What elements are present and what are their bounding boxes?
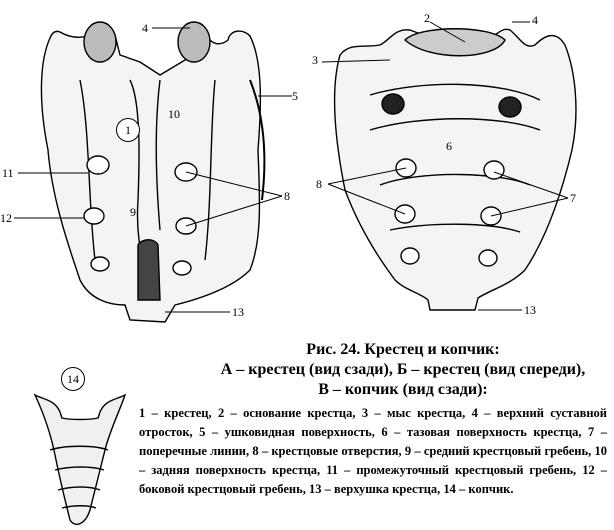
label-4-a: 4 [142, 21, 148, 35]
label-2: 2 [424, 11, 430, 25]
label-13-b: 13 [524, 303, 536, 317]
label-8-a: 8 [284, 189, 290, 203]
label-9: 9 [130, 205, 136, 219]
label-7: 7 [570, 191, 576, 205]
label-1-circle [116, 118, 140, 142]
figure-caption [196, 340, 610, 400]
sacrum-posterior-view [41, 22, 264, 322]
figure-title: Крестец и копчик: [364, 341, 500, 358]
figure-legend: 1 – крестец, 2 – основание крестца, 3 – мыс крестца, 4 – верхний суставной отросток, 5 – ушковидная поверхность, 6 – тазовая поверхность крестца, 7 – поперечные линии, 8 – крестцовые отверстия, 9 – средний крестцовый гребень, 10 – задняя поверхность крестца, 11 – промежуточный крестцовый гребень, 12 – боковой крестцовый гребень, 13 – верхушка крестца, 14 – копчик. [139, 406, 607, 496]
coccyx-view [35, 395, 125, 524]
label-12: 12 [0, 211, 12, 225]
label-14: 14 [67, 372, 79, 386]
figure-number: Рис. 24. [306, 341, 361, 358]
caption-line-2: А – крестец (вид сзади), Б – крестец (вид спереди), [220, 361, 586, 378]
label-8-b: 8 [316, 177, 322, 191]
label-3: 3 [312, 53, 318, 67]
caption-line-3: В – копчик (вид сзади): [318, 381, 488, 398]
label-4-b: 4 [532, 13, 538, 27]
label-5: 5 [292, 89, 298, 103]
label-13-a: 13 [232, 305, 244, 319]
label-6: 6 [446, 139, 452, 153]
sacrum-anterior-view [335, 29, 576, 310]
label-14-circle [61, 367, 85, 391]
label-11: 11 [2, 166, 14, 180]
caption-line-1 [196, 340, 610, 360]
label-1: 1 [125, 123, 131, 137]
label-10: 10 [168, 107, 180, 121]
